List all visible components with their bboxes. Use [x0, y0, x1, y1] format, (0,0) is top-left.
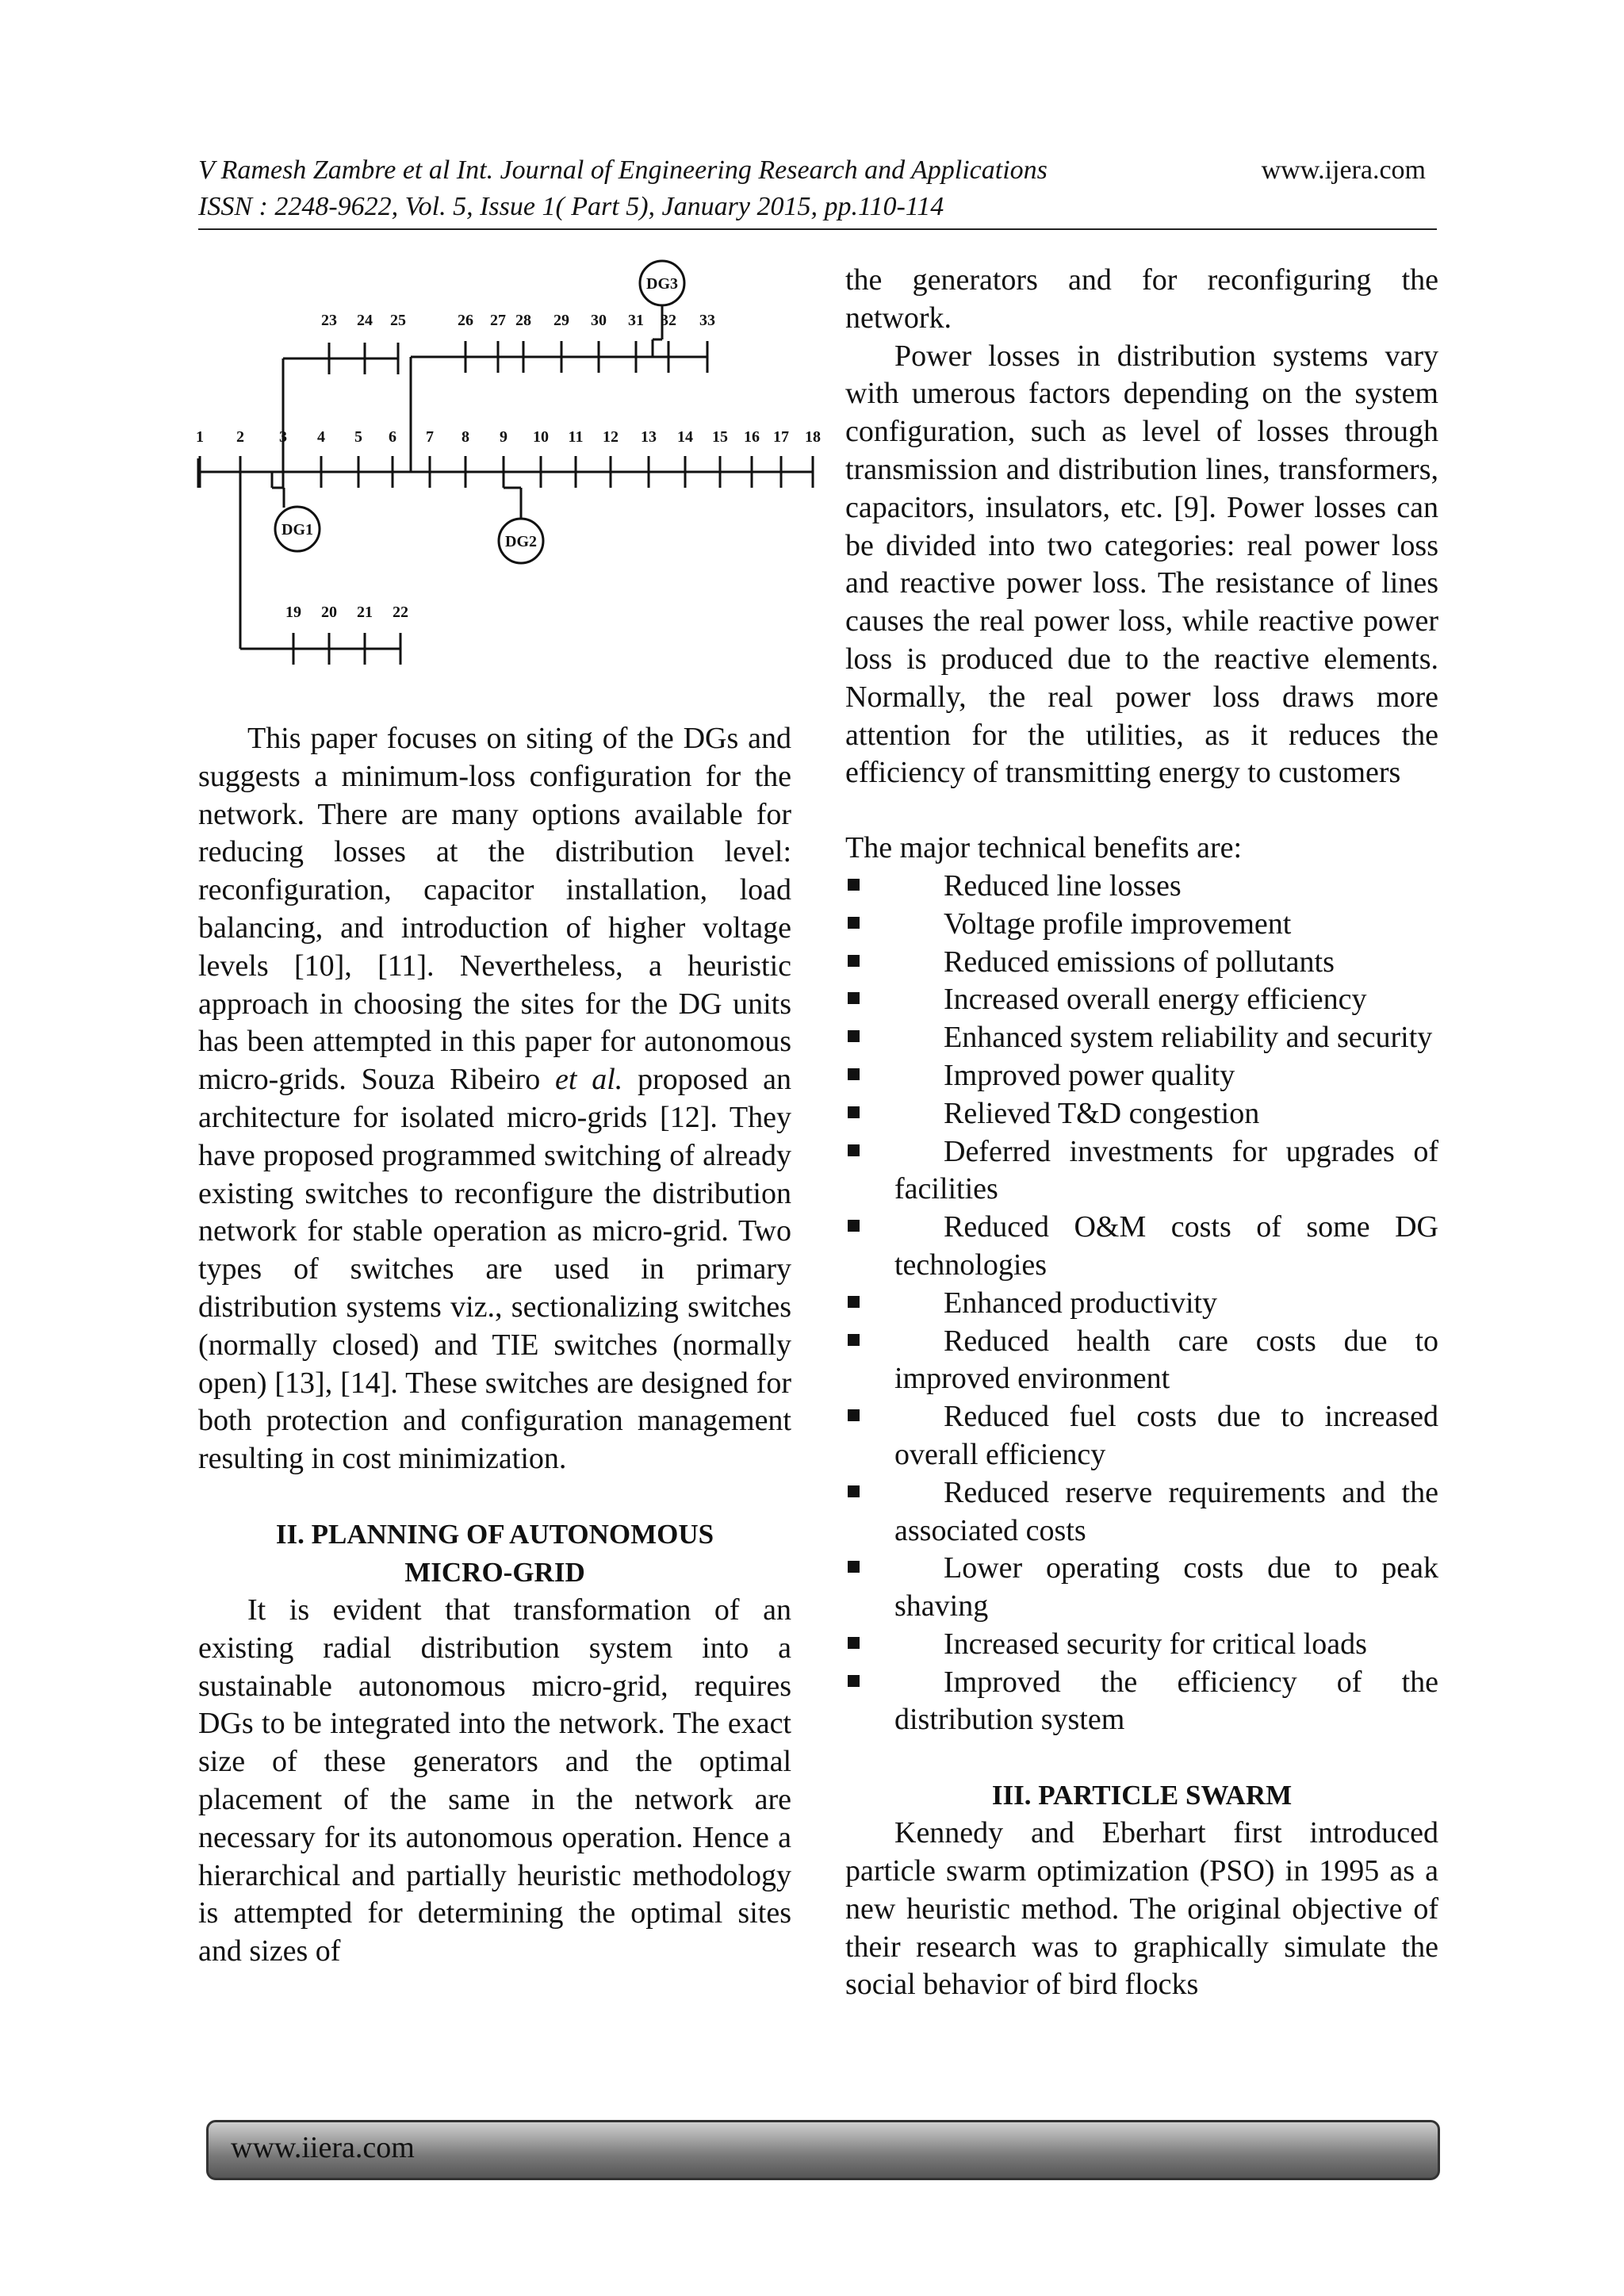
running-header — [198, 155, 1437, 230]
bus-system-diagram — [190, 254, 825, 698]
bus-node-label: 3 — [279, 428, 287, 446]
square-bullet-icon — [848, 1220, 860, 1232]
square-bullet-icon — [848, 1144, 860, 1156]
benefit-item: Reduced health care costs due to improved environment — [845, 1323, 1438, 1399]
bus-node-label: 8 — [462, 428, 469, 446]
square-bullet-icon — [848, 955, 860, 967]
bus-node-label: 22 — [393, 604, 408, 621]
square-bullet-icon — [848, 1561, 860, 1573]
footer-bar — [206, 2120, 1440, 2180]
header-citation: V Ramesh Zambre et al Int. Journal of Engineering Research and Applications — [198, 155, 1048, 185]
bus-node-label: 30 — [591, 312, 607, 329]
square-bullet-icon — [848, 1637, 860, 1649]
benefit-item: Voltage profile improvement — [845, 906, 1438, 944]
square-bullet-icon — [848, 1485, 860, 1497]
bus-node-label: 15 — [712, 428, 728, 446]
square-bullet-icon — [848, 1068, 860, 1080]
right-column — [845, 262, 1438, 2004]
bus-node-label: 17 — [773, 428, 789, 446]
benefit-item: Reduced reserve requirements and the associated costs — [845, 1474, 1438, 1550]
benefits-list — [845, 868, 1438, 1739]
bus-node-label: 2 — [236, 428, 244, 446]
bus-node-label: 7 — [426, 428, 434, 446]
square-bullet-icon — [848, 879, 860, 891]
benefit-item: Improved power quality — [845, 1057, 1438, 1095]
header-issn: ISSN : 2248-9622, Vol. 5, Issue 1( Part 5), January 2015, pp.110-114 — [198, 192, 944, 221]
footer-url: www.iiera.com — [231, 2131, 415, 2164]
square-bullet-icon — [848, 917, 860, 929]
section-heading-2: II. PLANNING OF AUTONOMOUS MICRO-GRID — [275, 1518, 714, 1588]
square-bullet-icon — [848, 1296, 860, 1308]
bus-node-label: 21 — [357, 604, 373, 621]
bus-node-label: 25 — [390, 312, 406, 329]
bus-node-label: 32 — [661, 312, 676, 329]
dg1-label: DG1 — [282, 521, 313, 539]
dg3-label: DG3 — [646, 275, 678, 293]
left-column — [198, 720, 791, 1971]
benefits-intro: The major technical benefits are: — [845, 831, 1243, 865]
benefit-item: Lower operating costs due to peak shaving — [845, 1550, 1438, 1626]
right-paragraph-2: Kennedy and Eberhart first introduced particle swarm optimization (PSO) in 1995 as a new heuristic method. The original objective of their research was to graphically simulate the social behavior of bird flocks — [845, 1816, 1438, 2002]
bus-node-label: 5 — [354, 428, 362, 446]
left-paragraph-2: It is evident that transformation of an existing radial distribution system into a sustainable autonomous micro-grid, requires DGs to be integrated into the network. The exact size of these generators and the optimal placement of the same in the network are necessary for its autonomous operation. Hence a hierarchical and partially heuristic methodology is attempted for determining the optimal sites and sizes of — [198, 1593, 791, 1968]
square-bullet-icon — [848, 1409, 860, 1421]
benefit-item: Reduced fuel costs due to increased overall efficiency — [845, 1398, 1438, 1474]
benefit-item: Increased overall energy efficiency — [845, 981, 1438, 1019]
right-paragraph-0: the generators and for reconfiguring the network. — [845, 263, 1438, 335]
square-bullet-icon — [848, 1334, 860, 1346]
bus-node-label: 4 — [317, 428, 325, 446]
bus-node-label: 9 — [500, 428, 508, 446]
benefit-item: Relieved T&D congestion — [845, 1095, 1438, 1133]
bus-node-label: 24 — [357, 312, 373, 329]
bus-node-label: 26 — [458, 312, 473, 329]
dg2-label: DG2 — [505, 533, 537, 550]
right-paragraph-1: Power losses in distribution systems vary with umerous factors depending on the system configuration, such as level of losses through transmission and distribution lines, transformers, capacitors, insulators, etc. [9]. Power losses can be divided into two categories: real power loss and reactive power loss. The resistance of lines causes the real power loss, while reactive power loss is produced due to the reactive elements. Normally, the real power loss draws more attention for the utilities, as it reduces the efficiency of transmitting energy to customers — [845, 339, 1438, 790]
bus-node-label: 31 — [628, 312, 644, 329]
left-paragraph-1: This paper focuses on siting of the DGs and suggests a minimum-loss configuration for the network. There are many options available for reducing losses at the distribution level: reconfiguration, capacitor installation, load balancing, and introduction of higher voltage levels [10], [11]. Nevertheless, a heuristic approach in choosing the sites for the DG units has been attempted in this paper for autonomous micro-grids. Souza Ribeiro et al. proposed an architecture for isolated micro-grids [12]. They have proposed programmed switching of already existing switches to reconfigure the distribution network for stable operation as micro-grid. Two types of switches are used in primary distribution systems viz., sectionalizing switches (normally closed) and TIE switches (normally open) [13], [14]. These switches are designed for both protection and configuration management resulting in cost minimization. — [198, 722, 791, 1476]
bus-node-label: 27 — [490, 312, 506, 329]
header-website: www.ijera.com — [1261, 155, 1426, 185]
bus-node-label: 20 — [321, 604, 337, 621]
bus-node-label: 23 — [321, 312, 337, 329]
bus-node-label: 13 — [641, 428, 657, 446]
benefit-item: Improved the efficiency of the distribution system — [845, 1664, 1438, 1740]
benefit-item: Reduced O&M costs of some DG technologies — [845, 1209, 1438, 1285]
square-bullet-icon — [848, 992, 860, 1004]
benefit-item: Increased security for critical loads — [845, 1626, 1438, 1664]
bus-node-label: 11 — [568, 428, 584, 446]
square-bullet-icon — [848, 1106, 860, 1118]
benefit-item: Enhanced system reliability and security — [845, 1019, 1438, 1057]
bus-node-label: 10 — [533, 428, 549, 446]
benefit-item: Reduced emissions of pollutants — [845, 944, 1438, 982]
square-bullet-icon — [848, 1030, 860, 1042]
square-bullet-icon — [848, 1675, 860, 1687]
bus-node-label: 14 — [677, 428, 693, 446]
bus-node-label: 12 — [603, 428, 619, 446]
benefit-item: Deferred investments for upgrades of facilities — [845, 1133, 1438, 1209]
bus-node-label: 29 — [553, 312, 569, 329]
bus-node-label: 16 — [744, 428, 760, 446]
benefit-item: Reduced line losses — [845, 868, 1438, 906]
benefit-item: Enhanced productivity — [845, 1285, 1438, 1323]
bus-node-label: 33 — [699, 312, 715, 329]
bus-node-label: 6 — [389, 428, 396, 446]
section-heading-3: III. PARTICLE SWARM — [991, 1780, 1293, 1811]
bus-node-label: 18 — [805, 428, 821, 446]
bus-node-label: 28 — [515, 312, 531, 329]
bus-node-label: 19 — [285, 604, 301, 621]
bus-node-label: 1 — [196, 428, 204, 446]
